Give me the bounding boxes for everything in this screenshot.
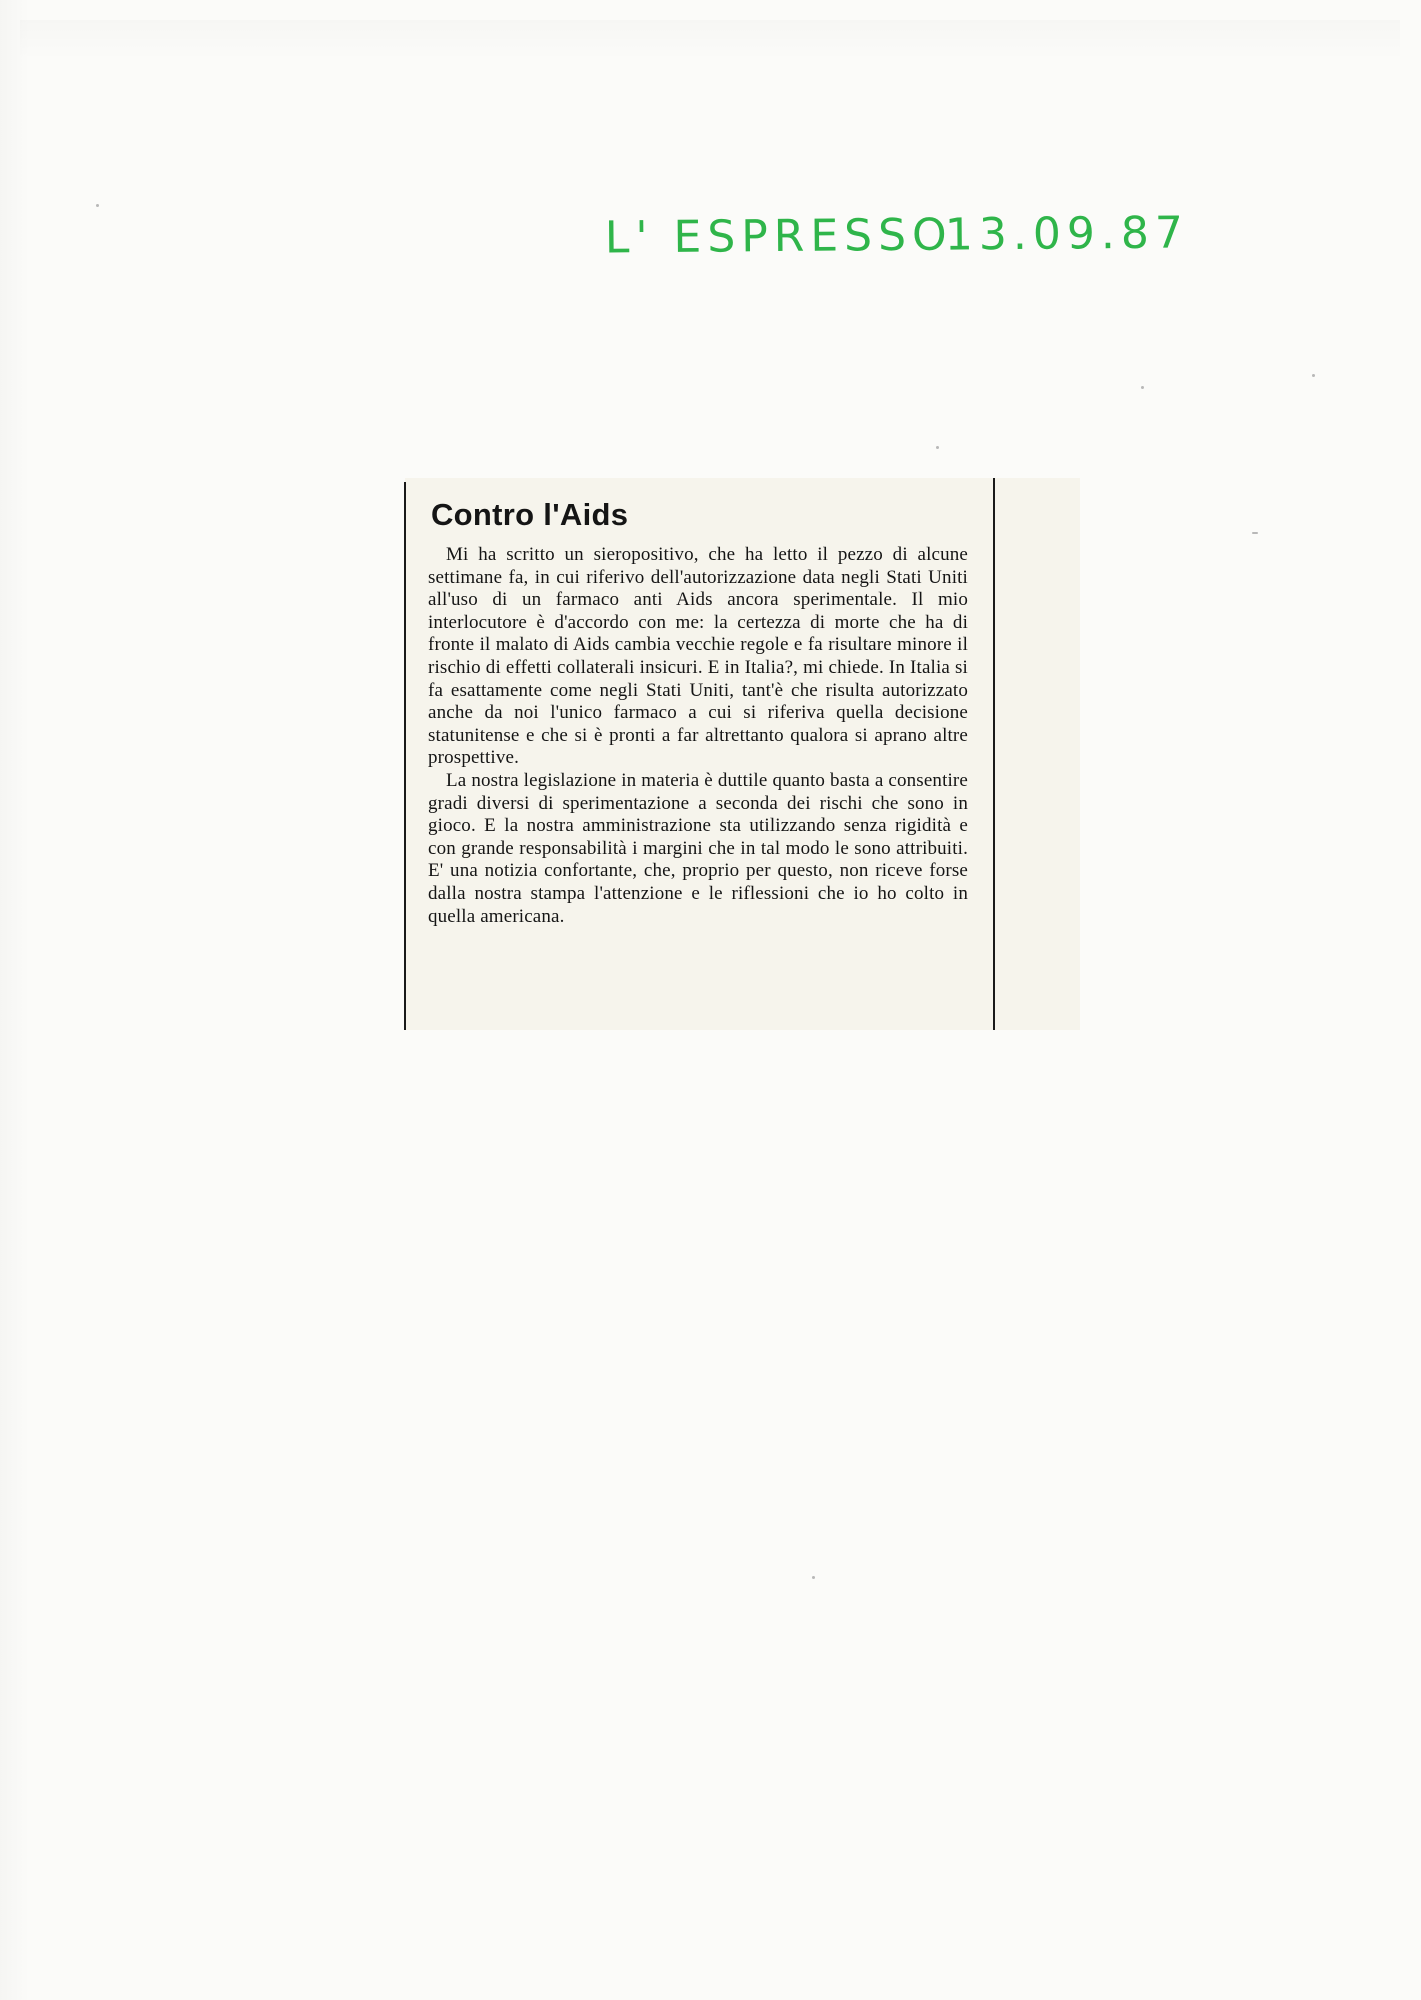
publication-name: L' ESPRESSO xyxy=(604,209,953,264)
column-rule-right xyxy=(993,478,995,1030)
scan-edge-shadow xyxy=(0,0,30,2000)
dust-speck xyxy=(1312,374,1315,377)
dust-speck xyxy=(1141,386,1144,389)
dust-speck xyxy=(1252,532,1258,534)
handwritten-annotation xyxy=(604,207,1190,282)
article-headline: Contro l'Aids xyxy=(431,497,629,532)
dust-speck xyxy=(936,446,939,449)
article-paragraph: La nostra legislazione in materia è duttile quanto basta a consentire gradi diversi di sperimentazione a seconda dei rischi che sono in gioco. E la nostra amministrazione sta utilizzando senza rigidità e con grande responsabilità i margini che in tal modo le sono attribuiti. E' una notizia confortante, che, proprio per questo, non riceve forse dalla nostra stampa l'attenzione e le riflessioni che io ho colto in quella americana. xyxy=(428,769,968,927)
dust-speck xyxy=(812,1576,815,1579)
scan-top-shadow xyxy=(20,20,1400,60)
article xyxy=(428,496,968,928)
column-rule-left xyxy=(404,482,406,1030)
article-paragraph: Mi ha scritto un sieropositivo, che ha letto il pezzo di alcune settimane fa, in cui riferivo dell'autorizzazione data negli Stati Uniti all'uso di un farmaco anti Aids ancora sperimentale. Il mio interlocutore è d'accordo con me: la certezza di morte che ha di fronte il malato di Aids cambia vecchie regole e fa risultare minore il rischio di effetti collaterali insicuri. E in Italia?, mi chiede. In Italia si fa esattamente come negli Stati Uniti, tant'è che risulta autorizzato anche da noi l'unico farmaco a cui si riferiva quella decisione statunitense e che si è pronti a far altrettanto qualora si aprano altre prospettive. xyxy=(428,544,968,769)
publication-date: 13.09.87 xyxy=(944,207,1190,261)
dust-speck xyxy=(96,204,99,207)
